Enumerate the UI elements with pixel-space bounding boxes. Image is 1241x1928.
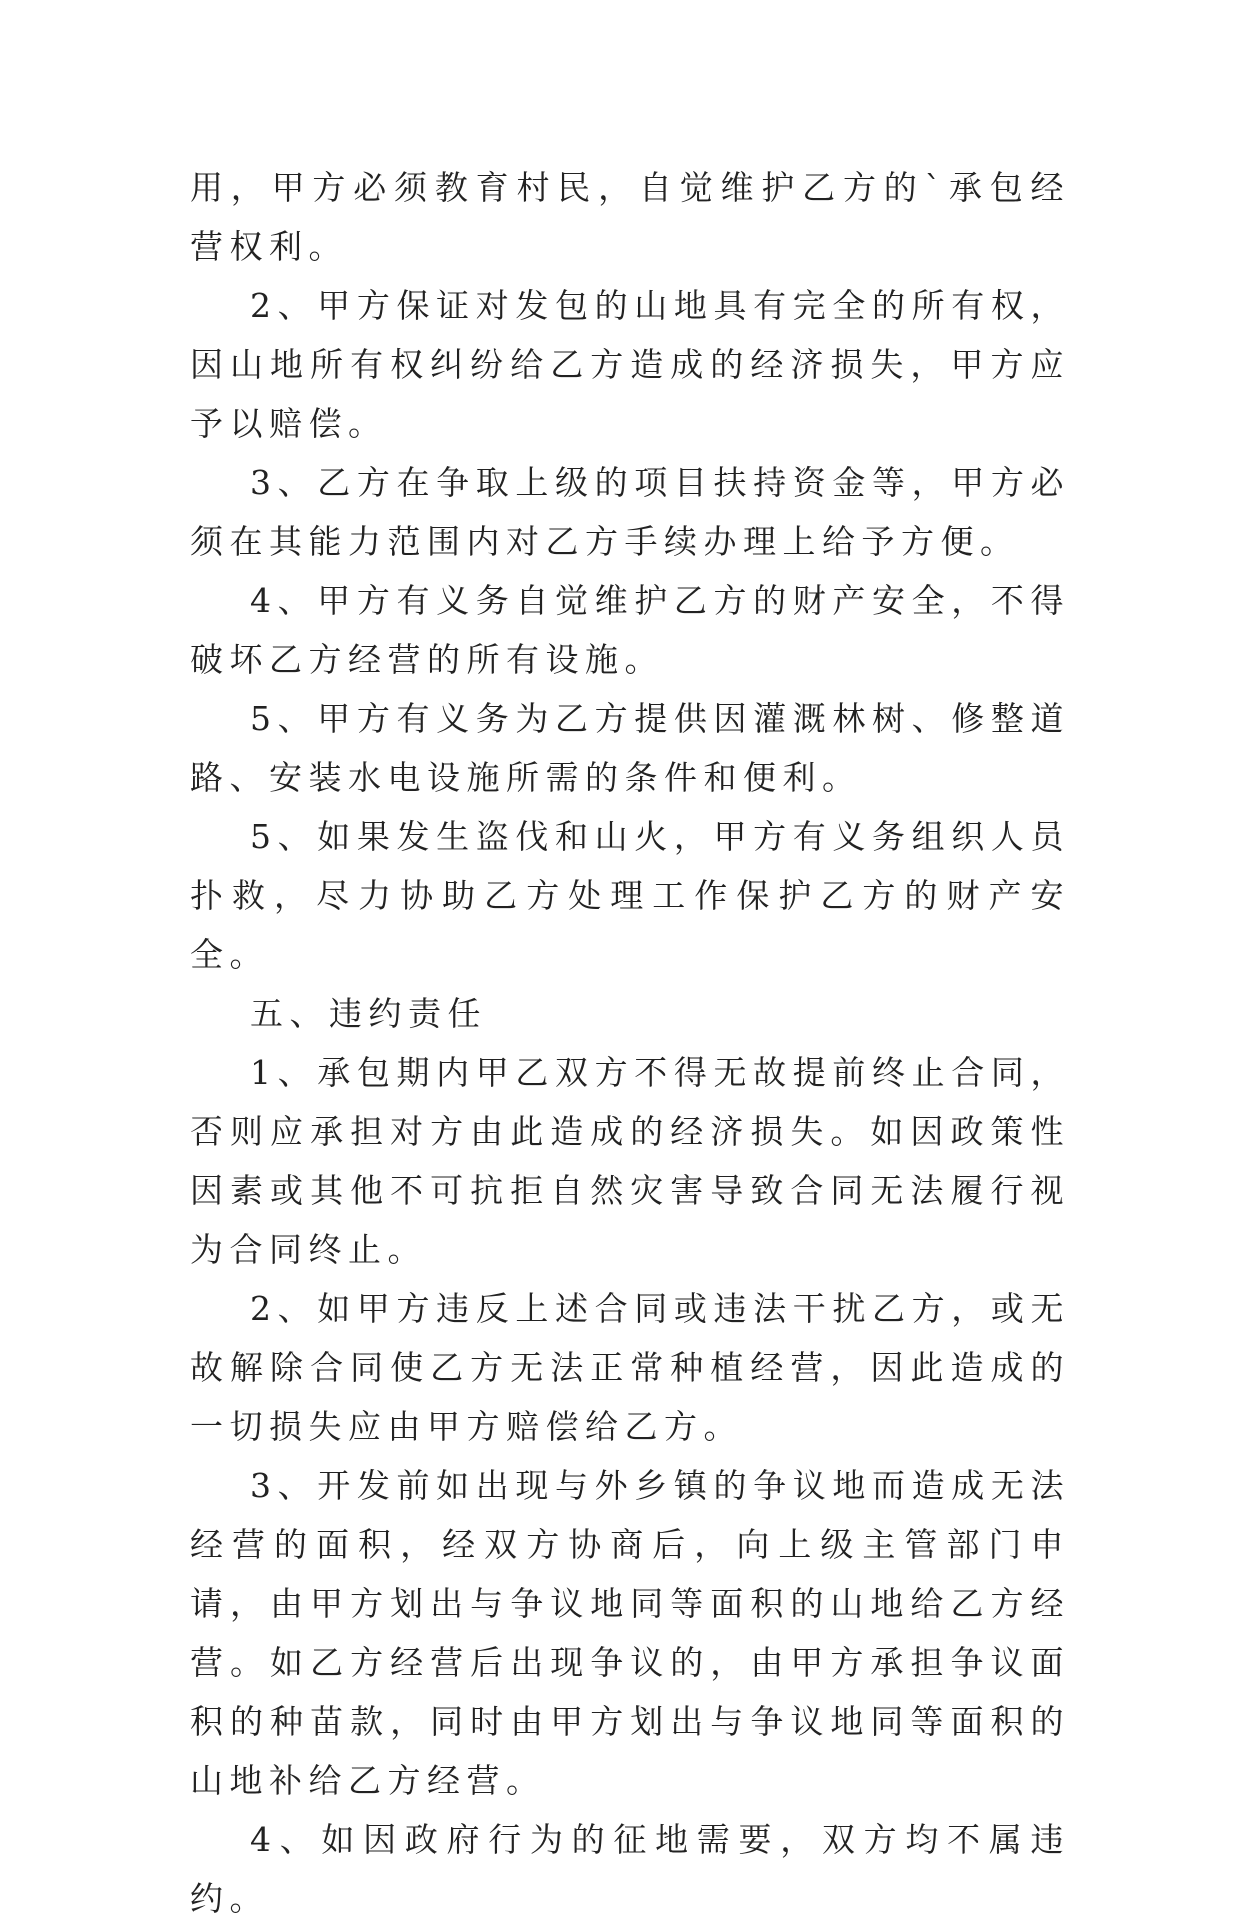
paragraph-breach-3: 3、开发前如出现与外乡镇的争议地而造成无法经营的面积，经双方协商后，向上级主管部门申请，由甲方划出与争议地同等面积的山地给乙方经营。如乙方经营后出现争议的，由甲方承担争议面积的种苗款，同时由甲方划出与争议地同等面积的山地补给乙方经营。 <box>190 1466 1070 1800</box>
paragraph-breach-1: 1、承包期内甲乙双方不得无故提前终止合同，否则应承担对方由此造成的经济损失。如因政策性因素或其他不可抗拒自然灾害导致合同无法履行视为合同终止。 <box>190 1053 1070 1269</box>
section-heading-breach-liability: 五、违约责任 <box>250 994 487 1033</box>
paragraph-clause-5a: 5、甲方有义务为乙方提供因灌溉林树、修整道路、安装水电设施所需的条件和便利。 <box>190 699 1070 797</box>
paragraph-clause-5b: 5、如果发生盗伐和山火，甲方有义务组织人员扑救，尽力协助乙方处理工作保护乙方的财产安全。 <box>190 817 1070 974</box>
paragraph-clause-4: 4、甲方有义务自觉维护乙方的财产安全，不得破坏乙方经营的所有设施。 <box>190 581 1070 679</box>
paragraph-clause-2: 2、甲方保证对发包的山地具有完全的所有权，因山地所有权纠纷给乙方造成的经济损失，甲方应予以赔偿。 <box>190 286 1070 443</box>
paragraph-breach-2: 2、如甲方违反上述合同或违法干扰乙方，或无故解除合同使乙方无法正常种植经营，因此造成的一切损失应由甲方赔偿给乙方。 <box>190 1289 1070 1446</box>
paragraph-clause-3: 3、乙方在争取上级的项目扶持资金等，甲方必须在其能力范围内对乙方手续办理上给予方便。 <box>190 463 1070 561</box>
paragraph-breach-4: 4、如因政府行为的征地需要，双方均不属违约。 <box>190 1820 1070 1918</box>
document-body <box>190 158 1070 1928</box>
paragraph-continuation: 用，甲方必须教育村民，自觉维护乙方的`承包经营权利。 <box>190 168 1070 266</box>
